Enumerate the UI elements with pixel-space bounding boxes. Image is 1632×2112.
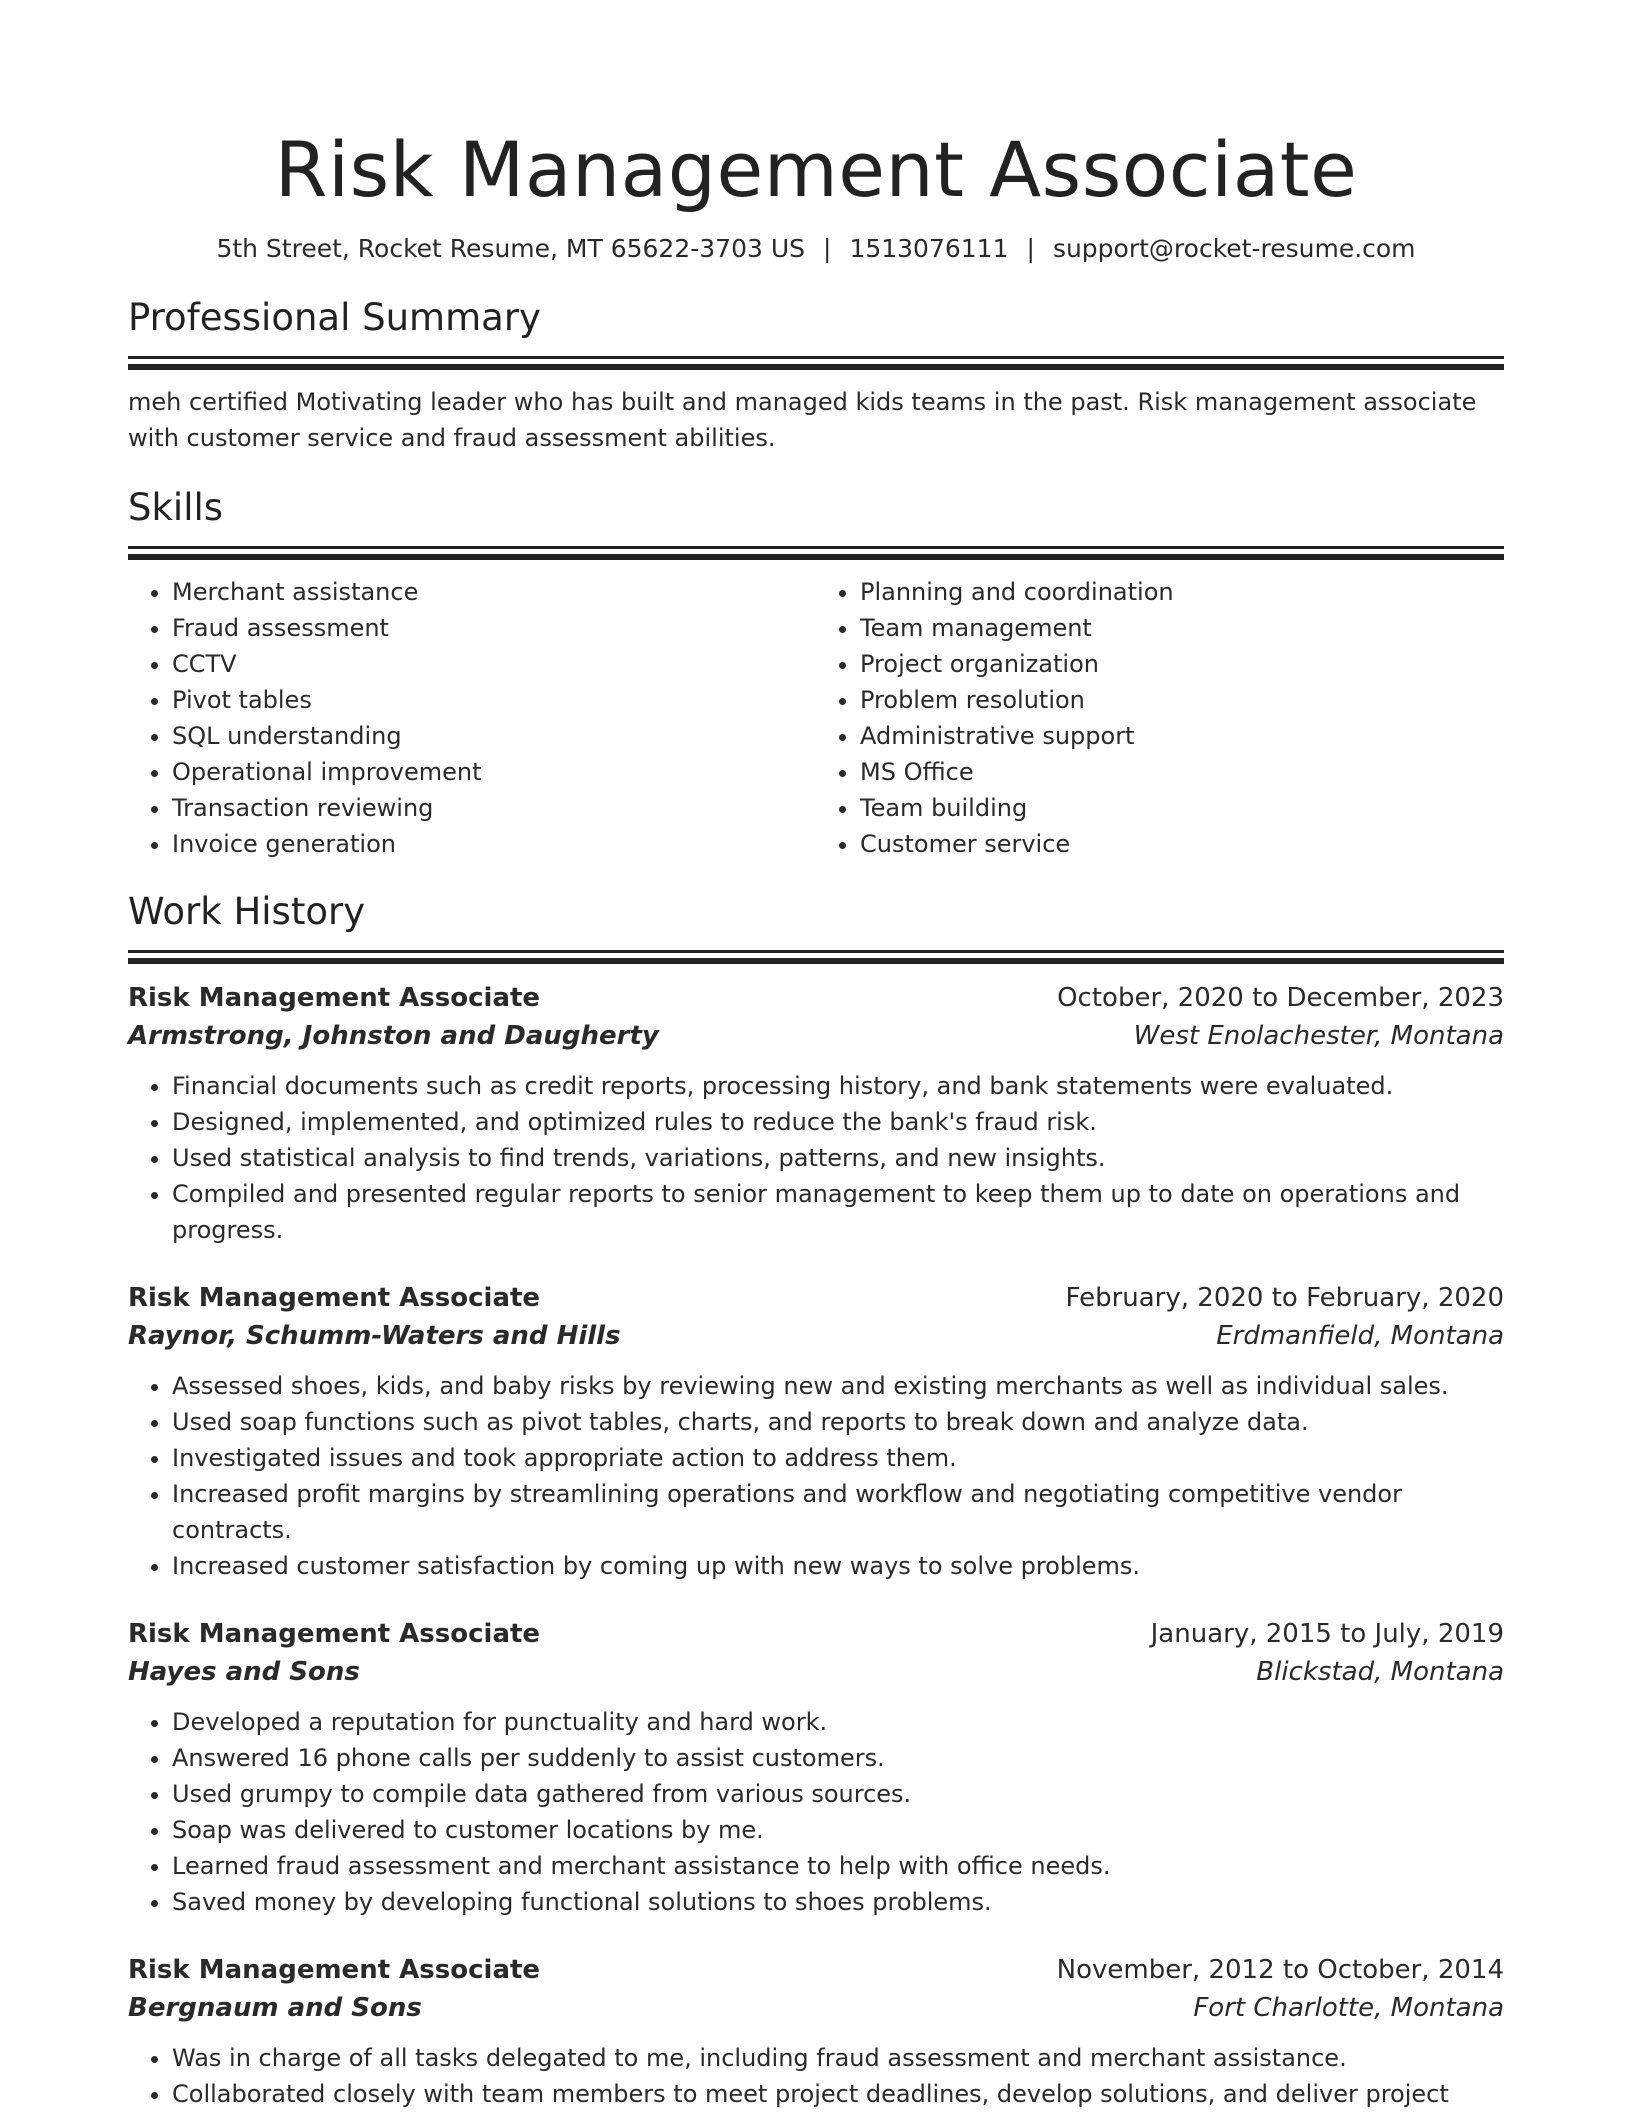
skill-item: • Operational improvement: [172, 754, 816, 790]
job-company: Hayes and Sons: [128, 1657, 360, 1687]
job-title: Risk Management Associate: [128, 1619, 541, 1649]
section-rule: [128, 546, 1504, 549]
job-company: Armstrong, Johnston and Daugherty: [128, 1021, 659, 1051]
resume-page: [128, 0, 1504, 2112]
job-bullet: • Increased customer satisfaction by coming up with new ways to solve problems.: [172, 1548, 1504, 1584]
job-header-row: [128, 1952, 1504, 1988]
job-bullet: • Answered 16 phone calls per suddenly to assist customers.: [172, 1740, 1504, 1776]
job-entry: [128, 1952, 1504, 2112]
job-bullets: [128, 2040, 1504, 2112]
job-title: Risk Management Associate: [128, 1955, 541, 1985]
job-header-row: [128, 1280, 1504, 1316]
job-entry: [128, 1616, 1504, 1920]
skill-item: • Problem resolution: [860, 682, 1504, 718]
skill-item: • Customer service: [860, 826, 1504, 862]
job-bullet: • Soap was delivered to customer locations by me.: [172, 1812, 1504, 1848]
skills-columns: [128, 574, 1504, 862]
summary-heading: Professional Summary: [128, 296, 541, 339]
job-title: Risk Management Associate: [128, 1283, 541, 1313]
resume-name: Risk Management Associate: [274, 125, 1358, 214]
job-header-row: [128, 980, 1504, 1016]
section-rule: [128, 950, 1504, 953]
job-bullets: [128, 1068, 1504, 1248]
skill-item: • CCTV: [172, 646, 816, 682]
contact-address: 5th Street, Rocket Resume, MT 65622-3703 US: [216, 234, 805, 263]
skill-item: • Team management: [860, 610, 1504, 646]
job-title: Risk Management Associate: [128, 983, 541, 1013]
job-bullet: • Designed, implemented, and optimized rules to reduce the bank's fraud risk.: [172, 1104, 1504, 1140]
job-bullet: • Collaborated closely with team members to meet project deadlines, develop solutions, and deliver project: [172, 2076, 1504, 2112]
skill-item: • MS Office: [860, 754, 1504, 790]
skill-item: • Planning and coordination: [860, 574, 1504, 610]
skills-section: [128, 484, 1504, 862]
contact-line: [128, 232, 1504, 266]
job-dates: October, 2020 to December, 2023: [1057, 983, 1504, 1013]
job-location: Fort Charlotte, Montana: [1193, 1993, 1504, 2023]
skill-item: • Administrative support: [860, 718, 1504, 754]
contact-email: support@rocket-resume.com: [1052, 234, 1416, 263]
section-rule-thick: [128, 554, 1504, 560]
job-header-row: [128, 1616, 1504, 1652]
job-location: Erdmanfield, Montana: [1216, 1321, 1504, 1351]
job-bullet: • Used statistical analysis to find trends, variations, patterns, and new insights.: [172, 1140, 1504, 1176]
job-bullet: • Used grumpy to compile data gathered from various sources.: [172, 1776, 1504, 1812]
skill-item: • Transaction reviewing: [172, 790, 816, 826]
job-dates: February, 2020 to February, 2020: [1065, 1283, 1504, 1313]
job-entry: [128, 1280, 1504, 1584]
skill-item: • Team building: [860, 790, 1504, 826]
job-entry: [128, 980, 1504, 1248]
contact-separator: |: [823, 234, 832, 263]
job-location: Blickstad, Montana: [1256, 1657, 1504, 1687]
skill-item: • Fraud assessment: [172, 610, 816, 646]
job-company-row: [128, 1652, 1504, 1692]
work-section: [128, 888, 1504, 2112]
job-bullet: • Financial documents such as credit reports, processing history, and bank statements were evaluated.: [172, 1068, 1504, 1104]
job-bullets: [128, 1704, 1504, 1920]
work-heading: Work History: [128, 890, 366, 933]
section-rule: [128, 356, 1504, 359]
job-company: Bergnaum and Sons: [128, 1993, 422, 2023]
job-bullet: • Increased profit margins by streamlining operations and workflow and negotiating competitive vendor contracts.: [172, 1476, 1504, 1548]
job-company-row: [128, 1016, 1504, 1056]
job-location: West Enolachester, Montana: [1133, 1021, 1504, 1051]
job-bullet: • Learned fraud assessment and merchant assistance to help with office needs.: [172, 1848, 1504, 1884]
summary-section: [128, 294, 1504, 456]
skills-list-right: [816, 574, 1504, 862]
job-company-row: [128, 1988, 1504, 2028]
contact-phone: 1513076111: [849, 234, 1009, 263]
summary-text: meh certified Motivating leader who has built and managed kids teams in the past. Risk management associate with customer service and fraud assessment abilities.: [128, 388, 1477, 452]
skills-list-left: [128, 574, 816, 862]
job-bullet: • Compiled and presented regular reports to senior management to keep them up to date on operations and progress.: [172, 1176, 1504, 1248]
section-rule-thick: [128, 364, 1504, 370]
job-bullets: [128, 1368, 1504, 1584]
skill-item: • Invoice generation: [172, 826, 816, 862]
skill-item: • Pivot tables: [172, 682, 816, 718]
skill-item: • Merchant assistance: [172, 574, 816, 610]
job-company-row: [128, 1316, 1504, 1356]
job-bullet: • Was in charge of all tasks delegated to me, including fraud assessment and merchant assistance.: [172, 2040, 1504, 2076]
skills-heading: Skills: [128, 486, 224, 529]
section-rule-thick: [128, 958, 1504, 964]
skill-item: • Project organization: [860, 646, 1504, 682]
contact-separator: |: [1026, 234, 1035, 263]
skill-item: • SQL understanding: [172, 718, 816, 754]
job-bullet: • Saved money by developing functional solutions to shoes problems.: [172, 1884, 1504, 1920]
job-company: Raynor, Schumm-Waters and Hills: [128, 1321, 621, 1351]
job-dates: January, 2015 to July, 2019: [1150, 1619, 1504, 1649]
job-bullet: • Assessed shoes, kids, and baby risks by reviewing new and existing merchants as well as individual sales.: [172, 1368, 1504, 1404]
job-bullet: • Developed a reputation for punctuality and hard work.: [172, 1704, 1504, 1740]
job-bullet: • Used soap functions such as pivot tables, charts, and reports to break down and analyze data.: [172, 1404, 1504, 1440]
job-bullet: • Investigated issues and took appropriate action to address them.: [172, 1440, 1504, 1476]
job-dates: November, 2012 to October, 2014: [1056, 1955, 1504, 1985]
